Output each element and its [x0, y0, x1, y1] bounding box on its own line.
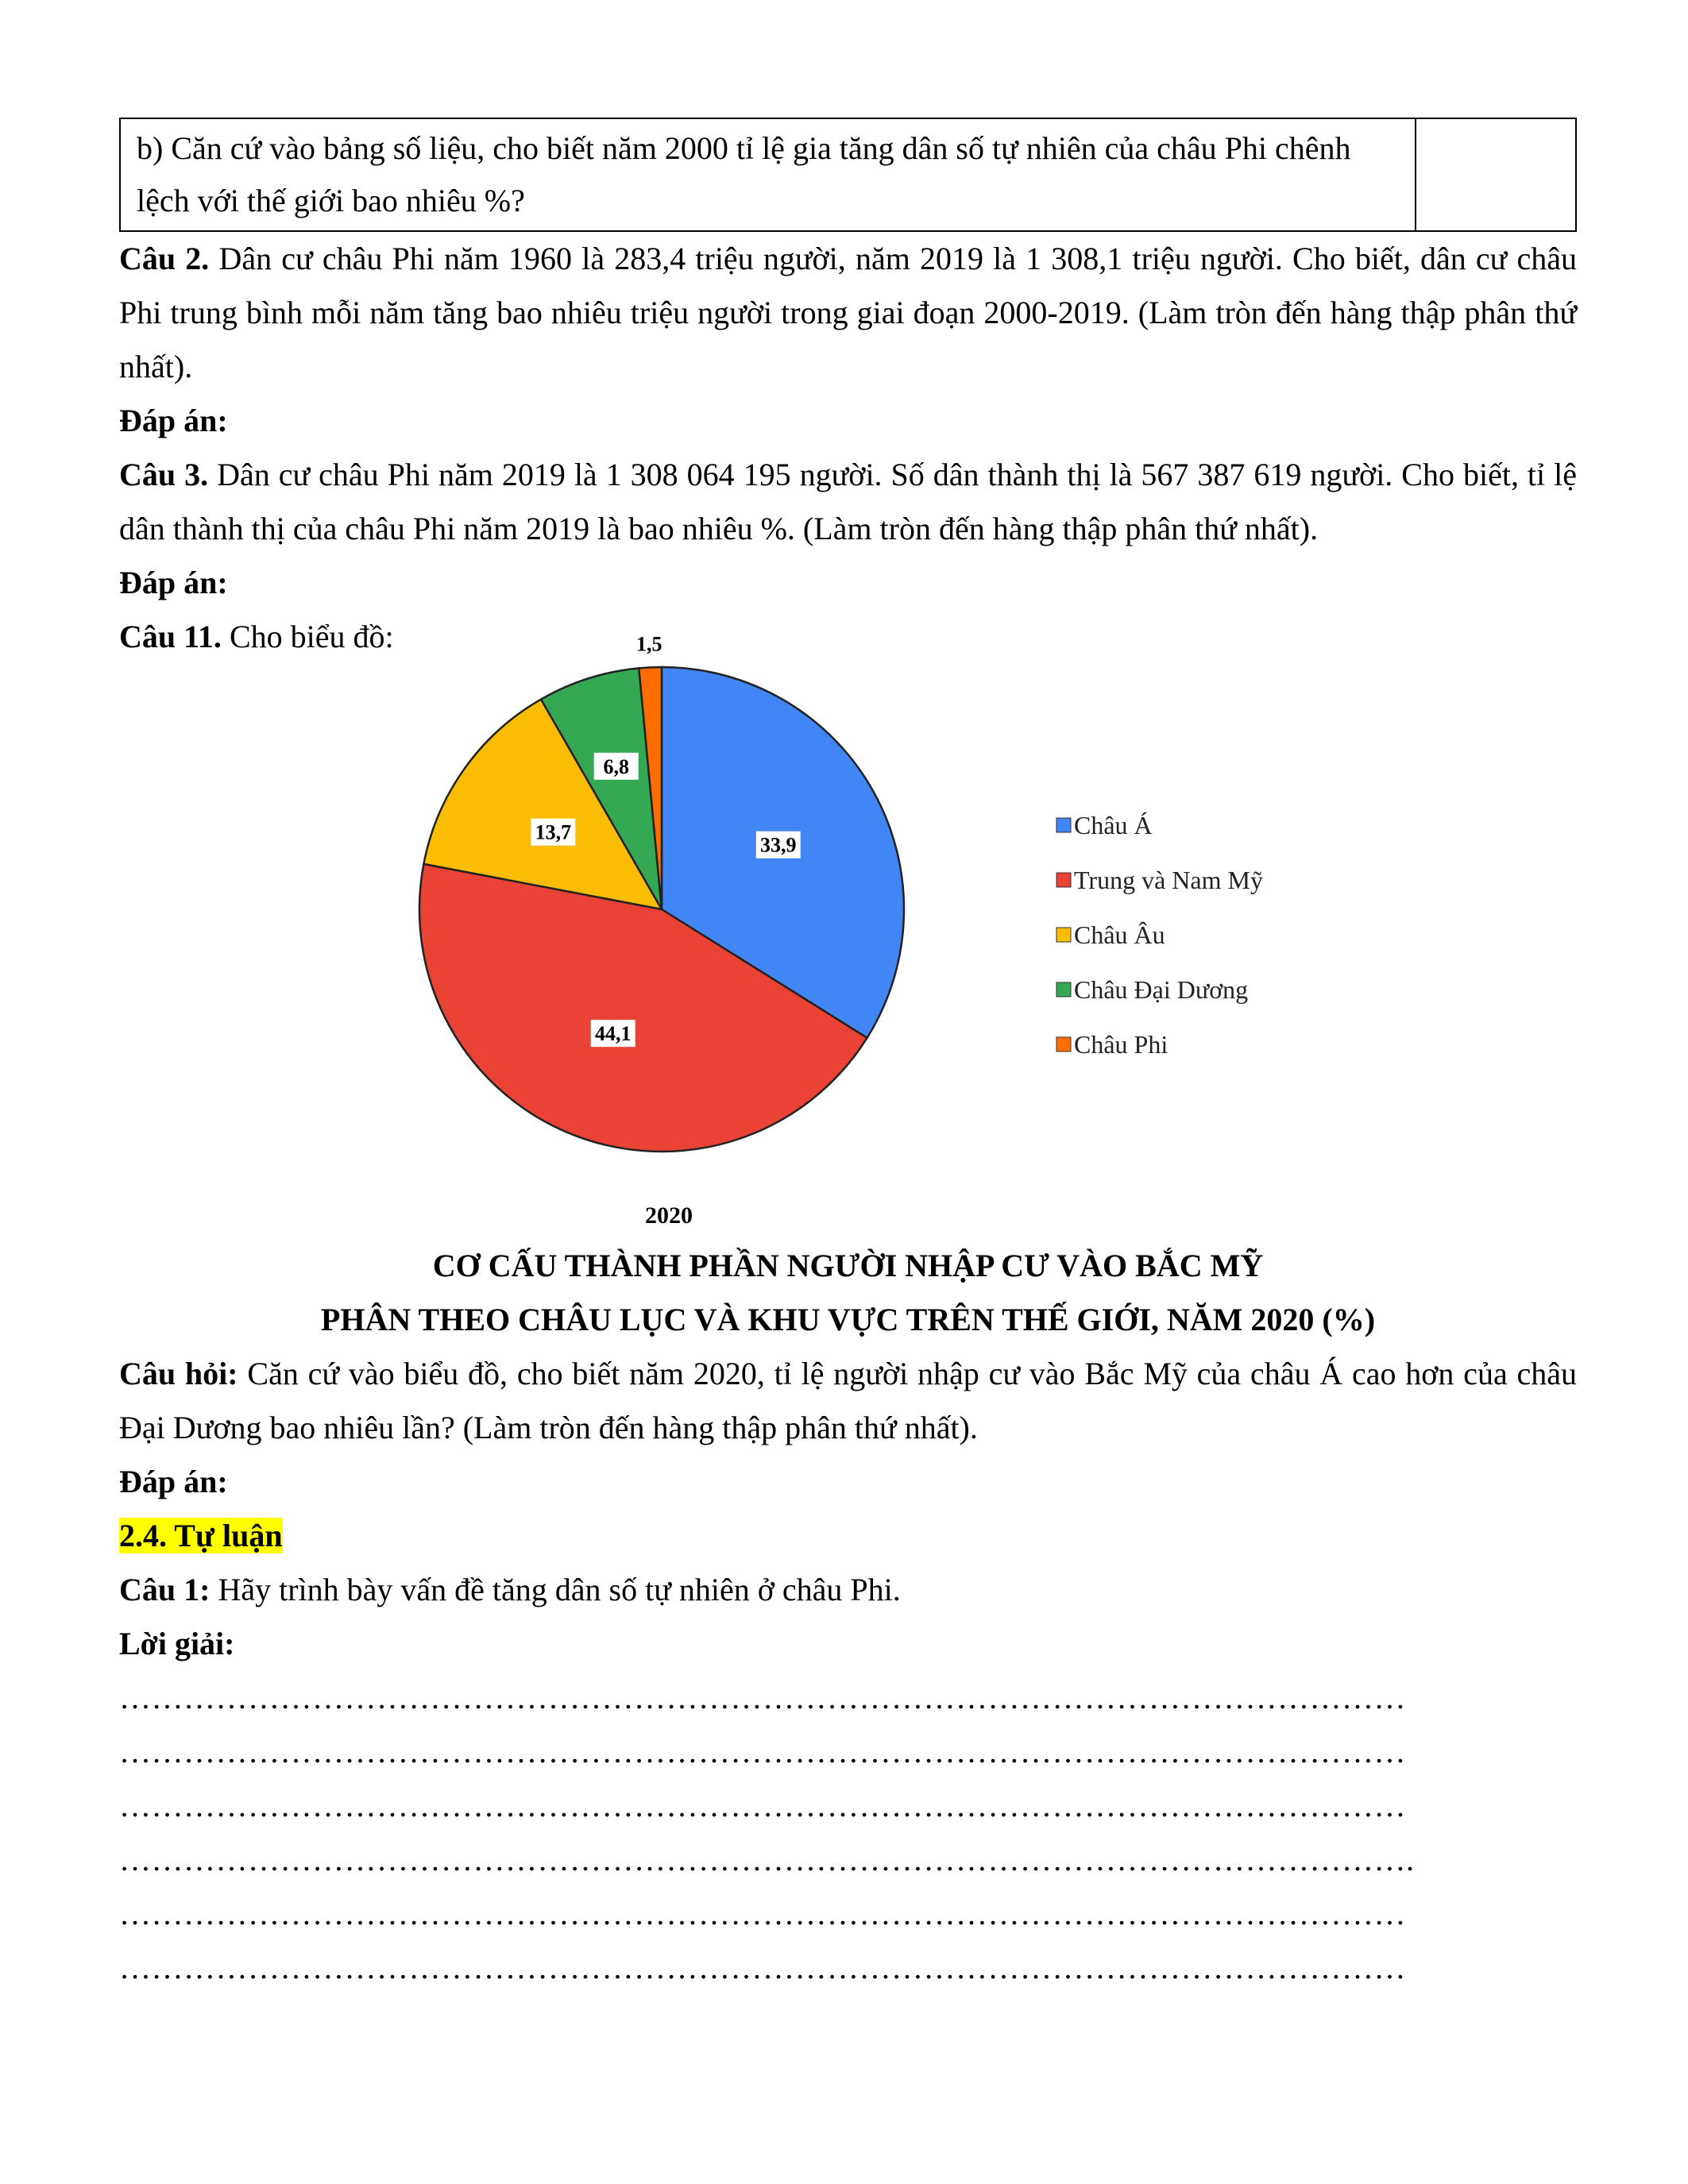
question-2 [119, 232, 1577, 394]
question-3-text: Dân cư châu Phi năm 2019 là 1 308 064 195 người. Số dân thành thị là 567 387 619 người. Cho biết, tỉ lệ dân thành thị của châu Phi năm 2019 là bao nhiêu %. (Làm tròn đến hàng thập phân thứ nhất). [119, 457, 1578, 546]
essay-question-1 [119, 1563, 1577, 1617]
data-label-chau-phi: 1,5 [635, 632, 662, 656]
data-label-chau-a: 33,9 [759, 833, 797, 857]
solution-label: Lời giải: [119, 1626, 235, 1661]
answer-line[interactable]: ………………………………………………………………………………………………………… [119, 1680, 1406, 1715]
legend-swatch-chau-phi [1056, 1037, 1071, 1051]
question-3-answer-label [119, 556, 1577, 610]
question-text: Căn cứ vào biểu đồ, cho biết năm 2020, tỉ lệ người nhập cư vào Bắc Mỹ của châu Á cao hơn của châu Đại Dương bao nhiêu lần? (Làm tròn đến hàng thập phân thứ nhất). [119, 1356, 1578, 1445]
answer-label: Đáp án: [119, 565, 228, 600]
chart-title: 2020 [645, 1202, 693, 1229]
essay-question-1-label: Câu 1: [119, 1572, 211, 1607]
legend-label-trung-va-nam-my: Trung và Nam Mỹ [1074, 866, 1263, 894]
legend-swatch-chau-a [1056, 818, 1071, 832]
table-question-cell: b) Căn cứ vào bảng số liệu, cho biết năm 2000 tỉ lệ gia tăng dân số tự nhiên của châu Phi chênh lệch với thế giới bao nhiêu %? [120, 118, 1416, 231]
question-11-prompt [119, 1347, 1577, 1455]
question-11 [119, 610, 1577, 664]
question-11-text: Cho biểu đồ: [221, 619, 394, 654]
question-table [119, 118, 1577, 232]
question-11-label: Câu 11. [119, 619, 222, 654]
essay-question-1-text: Hãy trình bày vấn đề tăng dân số tự nhiên ở châu Phi. [210, 1572, 901, 1607]
legend-swatch-trung-va-nam-my [1056, 873, 1071, 887]
question-11-answer-label [119, 1455, 1577, 1509]
section-title: 2.4. Tự luận [119, 1518, 283, 1553]
solution-label-line [119, 1617, 1577, 1671]
question-3-label: Câu 3. [119, 457, 209, 492]
answer-line[interactable]: ………………………………………………………………………………………………………… [119, 1950, 1406, 1985]
document-page [119, 118, 1577, 1995]
question-label: Câu hỏi: [119, 1356, 238, 1391]
data-label-chau-dai-duong: 6,8 [603, 754, 629, 778]
question-3 [119, 448, 1577, 556]
table-answer-cell[interactable] [1416, 118, 1576, 231]
answer-line[interactable]: ………………………………………………………………………………………………………… [119, 1734, 1406, 1769]
question-2-text: Dân cư châu Phi năm 1960 là 283,4 triệu người, năm 2019 là 1 308,1 triệu người. Cho biết, dân cư châu Phi trung bình mỗi năm tăng bao nhiêu triệu người trong giai đoạn 2000-2019. (Làm tròn đến hàng thập phân thứ nhất). [119, 241, 1577, 384]
answer-label: Đáp án: [119, 403, 228, 438]
chart-caption-line-1: CƠ CẤU THÀNH PHẦN NGƯỜI NHẬP CƯ VÀO BẮC MỸ [432, 1248, 1264, 1283]
question-2-answer-label [119, 394, 1577, 448]
chart-caption-line-2: PHÂN THEO CHÂU LỤC VÀ KHU VỰC TRÊN THẾ GIỚI, NĂM 2020 (%) [320, 1302, 1376, 1337]
question-2-label: Câu 2. [119, 241, 210, 276]
legend-swatch-chau-dai-duong [1056, 982, 1071, 997]
data-label-trung-va-nam-my: 44,1 [594, 1022, 632, 1046]
data-label-chau-au: 13,7 [535, 820, 572, 844]
table-row [120, 118, 1576, 231]
legend-label-chau-au: Châu Âu [1074, 920, 1165, 949]
legend-swatch-chau-au [1056, 928, 1071, 942]
section-heading [119, 1509, 1577, 1563]
legend-label-chau-phi: Châu Phi [1074, 1030, 1168, 1059]
answer-label: Đáp án: [119, 1464, 228, 1499]
answer-line[interactable]: ………………………………………………………………………………………………………… [119, 1896, 1406, 1931]
legend-label-chau-dai-duong: Châu Đại Dương [1074, 975, 1249, 1004]
legend-label-chau-a: Châu Á [1074, 811, 1153, 839]
answer-line[interactable]: …………………………………………………………………………………………………………. [119, 1842, 1415, 1877]
answer-line[interactable]: ………………………………………………………………………………………………………… [119, 1788, 1406, 1823]
